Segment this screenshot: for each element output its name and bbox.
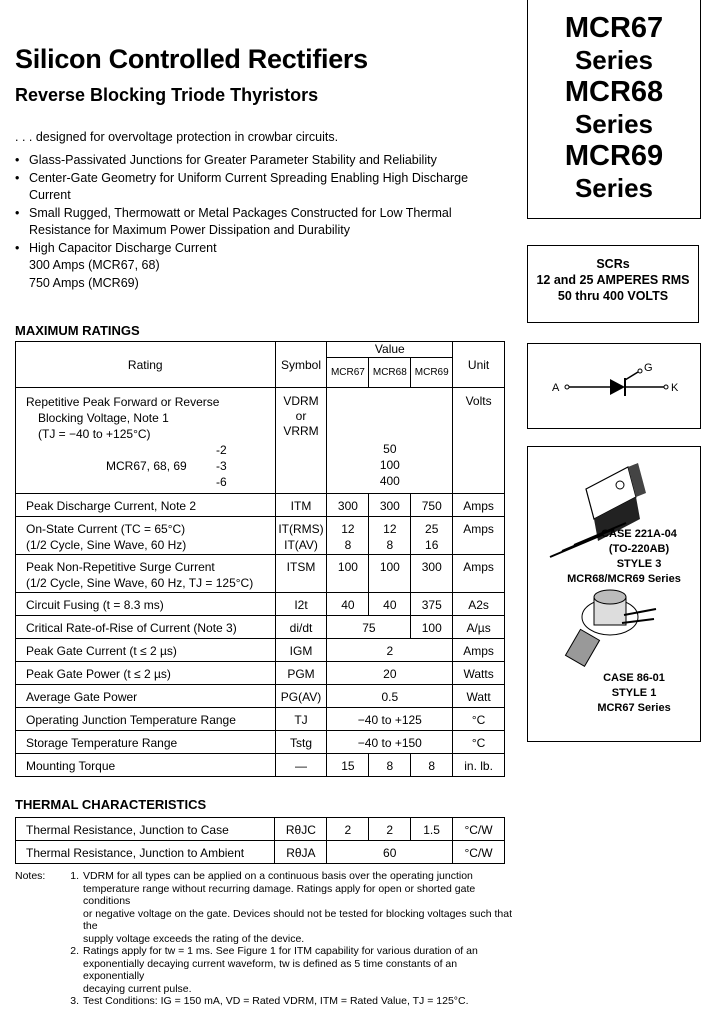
note-line: exponentially decaying current waveform, tw is defined as 5 time constants of an exponentially — [83, 957, 458, 982]
note-line: or negative voltage on the gate. Devices should not be tested for blocking voltages such that the — [83, 907, 513, 932]
rating-cell: Thermal Resistance, Junction to Case — [16, 818, 275, 841]
table-row — [16, 841, 505, 864]
value-cell: 1.5 — [411, 818, 453, 841]
symbol-cell: ITSM — [275, 555, 327, 593]
feature-list — [15, 152, 515, 292]
value-cell — [327, 388, 453, 494]
table-row — [16, 593, 505, 616]
note-number: 1. — [70, 870, 79, 882]
case-line: CASE 221A-04 — [601, 528, 677, 540]
unit-cell: A/µs — [453, 616, 505, 639]
note-line: VDRM for all types can be applied on a continuous basis over the operating junction — [83, 870, 473, 882]
series-model: MCR67 — [564, 12, 664, 44]
table-row — [16, 494, 505, 517]
unit-cell: Watts — [453, 662, 505, 685]
series-box — [527, 0, 701, 219]
rating-models: MCR67, 68, 69 — [106, 459, 187, 473]
unit-cell: Amps — [453, 494, 505, 517]
unit-cell: in. lb. — [453, 754, 505, 777]
table-row — [16, 754, 505, 777]
symbol-cell: I2t — [275, 593, 327, 616]
notes-label: Notes: — [15, 870, 46, 882]
rating-cell: Circuit Fusing (t = 8.3 ms) — [16, 593, 276, 616]
unit-cell: °C — [453, 731, 505, 754]
table-row — [16, 818, 505, 841]
table-row — [16, 731, 505, 754]
unit-cell: °C/W — [453, 818, 505, 841]
symbol-cell: — — [275, 754, 327, 777]
rating-cell: Critical Rate-of-Rise of Current (Note 3) — [16, 616, 276, 639]
anode-label: A — [552, 382, 560, 394]
notes-section — [15, 870, 515, 1008]
col-mcr67: MCR67 — [327, 358, 369, 388]
rating-cell: Peak Non-Repetitive Surge Current (1/2 Cycle, Sine Wave, 60 Hz, TJ = 125°C) — [16, 555, 276, 593]
feature-item: • High Capacitor Discharge Current — [15, 240, 515, 258]
value-cell: 2 — [327, 818, 369, 841]
value-cell: 15 — [327, 754, 369, 777]
value-cell: 300 — [411, 555, 453, 593]
note-number: 2. — [70, 945, 79, 957]
table-row — [16, 639, 505, 662]
symbol-cell: PGM — [275, 662, 327, 685]
value-text: 50 — [383, 442, 397, 456]
value-cell: 12 8 — [369, 517, 411, 555]
table-row — [16, 662, 505, 685]
symbol-cell: RθJA — [275, 841, 327, 864]
rating-cell: Storage Temperature Range — [16, 731, 276, 754]
value-cell: 300 — [327, 494, 369, 517]
unit-cell: °C/W — [453, 841, 505, 864]
package-box — [527, 446, 701, 742]
value-cell: 40 — [369, 593, 411, 616]
series-model: MCR69 — [564, 140, 664, 172]
value-cell: 100 — [411, 616, 453, 639]
unit-cell: Amps — [453, 639, 505, 662]
max-ratings-heading: MAXIMUM RATINGS — [15, 323, 140, 338]
table-row — [16, 555, 505, 593]
value-cell: 8 — [411, 754, 453, 777]
thermal-table — [15, 817, 505, 864]
case-line: (TO-220AB) — [608, 543, 670, 555]
scr-summary-box — [527, 245, 699, 323]
symbol-cell: Tstg — [275, 731, 327, 754]
feature-item: • Glass-Passivated Junctions for Greater Parameter Stability and Reliability — [15, 152, 515, 170]
rating-text: Blocking Voltage, Note 1 — [38, 411, 169, 425]
note-line: temperature range without recurring damage. Ratings apply for open or shorted gate conditions — [83, 882, 476, 907]
value-text: 100 — [379, 458, 400, 472]
symbol-cell: TJ — [275, 708, 327, 731]
symbol-cell: RθJC — [275, 818, 327, 841]
unit-cell: Volts — [453, 388, 505, 494]
note-number: 3. — [70, 995, 79, 1007]
col-mcr68: MCR68 — [369, 358, 411, 388]
case-line: STYLE 1 — [611, 687, 657, 699]
value-cell: 300 — [369, 494, 411, 517]
table-row — [16, 685, 505, 708]
rating-cell: Peak Gate Power (t ≤ 2 µs) — [16, 662, 276, 685]
rating-text: Repetitive Peak Forward or Reverse — [26, 395, 220, 409]
value-cell: 40 — [327, 593, 369, 616]
value-cell: 12 8 — [327, 517, 369, 555]
series-label: Series — [574, 109, 654, 139]
feature-item-cont: 750 Amps (MCR69) — [29, 275, 139, 290]
case-line: STYLE 3 — [616, 558, 662, 570]
col-symbol: Symbol — [275, 342, 327, 388]
rating-cell: Average Gate Power — [16, 685, 276, 708]
col-value: Value — [327, 342, 453, 358]
suffix: -6 — [216, 475, 227, 489]
symbol-cell — [275, 388, 327, 494]
suffix: -2 — [216, 443, 227, 457]
value-cell: 100 — [327, 555, 369, 593]
suffix: -3 — [216, 459, 227, 473]
symbol-text: VRRM — [283, 424, 319, 438]
value-cell: 375 — [411, 593, 453, 616]
rating-cell: On-State Current (TC = 65°C) (1/2 Cycle, Sine Wave, 60 Hz) — [16, 517, 276, 555]
rating-cell — [16, 388, 276, 494]
unit-cell: Watt — [453, 685, 505, 708]
value-cell: 750 — [411, 494, 453, 517]
thermal-heading: THERMAL CHARACTERISTICS — [15, 797, 207, 812]
col-unit: Unit — [453, 342, 505, 388]
symbol-cell: PG(AV) — [275, 685, 327, 708]
case-line: MCR67 Series — [597, 702, 671, 714]
scr-line: 12 and 25 AMPERES RMS — [536, 273, 690, 287]
value-text: 400 — [379, 474, 400, 488]
page-title: Silicon Controlled Rectifiers — [15, 44, 368, 74]
feature-item-cont: Current — [29, 188, 71, 202]
table-row — [16, 517, 505, 555]
value-cell: 8 — [369, 754, 411, 777]
value-cell: −40 to +125 — [327, 708, 453, 731]
feature-item-cont: Resistance for Maximum Power Dissipation and Durability — [29, 223, 350, 237]
symbol-cell: IT(RMS) IT(AV) — [275, 517, 327, 555]
case-221a-caption — [528, 527, 700, 587]
case-line: CASE 86-01 — [603, 672, 665, 684]
symbol-text: VDRM — [283, 394, 319, 408]
case-86-caption — [528, 671, 700, 716]
max-ratings-table — [15, 341, 505, 777]
table-header-row — [16, 342, 505, 358]
symbol-cell: di/dt — [275, 616, 327, 639]
note-line: supply voltage exceeds the rating of the device. — [83, 932, 305, 945]
page-subtitle: Reverse Blocking Triode Thyristors — [15, 85, 319, 105]
cathode-label: K — [671, 382, 679, 394]
symbol-text: or — [295, 409, 307, 423]
scr-line: 50 thru 400 VOLTS — [557, 289, 669, 303]
case86-package-icon — [565, 590, 656, 666]
unit-cell: Amps — [453, 517, 505, 555]
rating-cell: Operating Junction Temperature Range — [16, 708, 276, 731]
note-line: decaying current pulse. — [83, 982, 192, 995]
symbol-cell: IGM — [275, 639, 327, 662]
value-cell: 25 16 — [411, 517, 453, 555]
scr-symbol-box — [527, 343, 701, 429]
case-line: MCR68/MCR69 Series — [567, 573, 681, 585]
unit-cell: Amps — [453, 555, 505, 593]
value-cell: 60 — [327, 841, 453, 864]
table-row — [16, 388, 505, 494]
rating-cell: Mounting Torque — [16, 754, 276, 777]
unit-cell: °C — [453, 708, 505, 731]
series-label: Series — [574, 173, 654, 203]
table-row — [16, 616, 505, 639]
thyristor-symbol-icon — [528, 344, 700, 428]
feature-item: • Center-Gate Geometry for Uniform Current Spreading Enabling High Discharge — [15, 170, 515, 188]
value-cell: 0.5 — [327, 685, 453, 708]
rating-cell: Peak Gate Current (t ≤ 2 µs) — [16, 639, 276, 662]
table-row — [16, 708, 505, 731]
unit-cell: A2s — [453, 593, 505, 616]
symbol-cell: ITM — [275, 494, 327, 517]
value-cell: 100 — [369, 555, 411, 593]
value-cell: −40 to +150 — [327, 731, 453, 754]
gate-label: G — [644, 362, 653, 374]
rating-cell: Thermal Resistance, Junction to Ambient — [16, 841, 275, 864]
value-cell: 2 — [369, 818, 411, 841]
rating-cell: Peak Discharge Current, Note 2 — [16, 494, 276, 517]
value-cell: 20 — [327, 662, 453, 685]
value-cell: 75 — [327, 616, 411, 639]
series-model: MCR68 — [564, 76, 664, 108]
col-rating: Rating — [16, 342, 276, 388]
value-cell: 2 — [327, 639, 453, 662]
rating-text: (TJ = −40 to +125°C) — [38, 427, 151, 441]
intro-text: . . . designed for overvoltage protection in crowbar circuits. — [15, 130, 339, 144]
feature-item: • Small Rugged, Thermowatt or Metal Packages Constructed for Low Thermal — [15, 205, 515, 223]
note-line: Test Conditions: IG = 150 mA, VD = Rated VDRM, ITM = Rated Value, TJ = 125°C. — [83, 995, 469, 1007]
note-line: Ratings apply for tw = 1 ms. See Figure 1 for ITM capability for various duration of an — [83, 945, 478, 957]
scr-line: SCRs — [596, 257, 630, 271]
series-label: Series — [574, 45, 654, 75]
col-mcr69: MCR69 — [411, 358, 453, 388]
feature-item-cont: 300 Amps (MCR67, 68) — [29, 258, 160, 272]
